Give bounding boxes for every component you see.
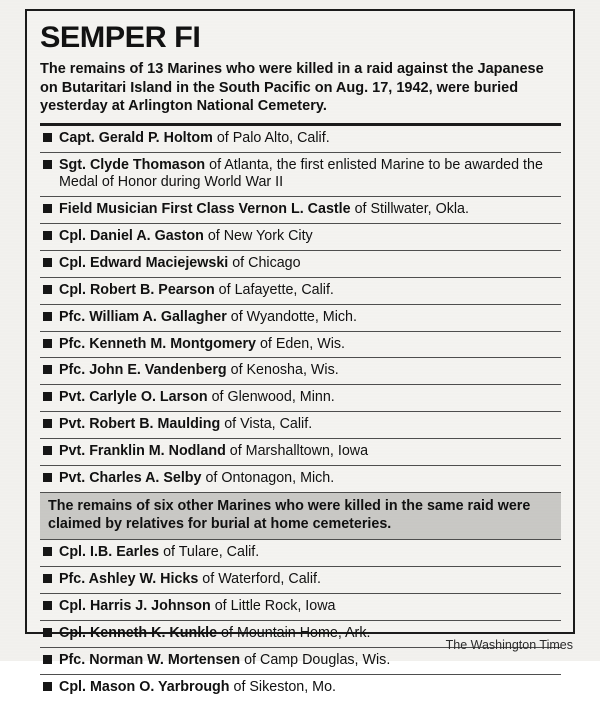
list-item	[40, 567, 561, 594]
list-item-name: Pvt. Franklin M. Nodland	[59, 442, 226, 459]
list-item-text	[59, 336, 345, 354]
list-item-name: Pfc. Ashley W. Hicks	[59, 571, 199, 588]
list-item	[40, 540, 561, 567]
list-item	[40, 305, 561, 332]
square-bullet-icon	[43, 682, 52, 691]
list-item-text	[59, 544, 259, 562]
list-item-name: Cpl. I.B. Earles	[59, 544, 160, 561]
list-item-name: Pvt. Robert B. Maulding	[59, 416, 221, 433]
casualty-list-secondary	[40, 540, 561, 700]
list-item-detail: of Sikeston, Mo.	[229, 678, 337, 695]
list-item	[40, 466, 561, 492]
list-item-name: Cpl. Edward Maciejewski	[59, 254, 229, 271]
list-item-name: Pvt. Charles A. Selby	[59, 469, 202, 486]
list-item-text	[59, 571, 321, 589]
list-item-text	[59, 598, 336, 616]
list-item-detail: of Little Rock, Iowa	[210, 598, 336, 615]
list-item-detail: of Camp Douglas, Wis.	[240, 651, 391, 668]
list-item-text	[59, 282, 334, 300]
list-item-name: Cpl. Kenneth K. Kunkle	[59, 624, 218, 641]
list-item-detail: of Marshalltown, Iowa	[225, 442, 369, 459]
square-bullet-icon	[43, 312, 52, 321]
square-bullet-icon	[43, 133, 52, 142]
list-item-name: Sgt. Clyde Thomason	[59, 156, 206, 173]
square-bullet-icon	[43, 285, 52, 294]
list-item-name: Cpl. Robert B. Pearson	[59, 281, 215, 298]
list-item-text	[59, 470, 334, 488]
list-item-text	[59, 679, 336, 697]
list-item-name: Cpl. Mason O. Yarbrough	[59, 678, 230, 695]
article-deck: The remains of 13 Marines who were killed in a raid against the Japanese on Butaritari Island in the South Pacific on Aug. 17, 1942, were buried yesterday at Arlington National Cemetery.	[40, 61, 544, 115]
casualty-list-primary	[40, 126, 561, 492]
list-item	[40, 332, 561, 359]
list-item-text	[59, 130, 330, 148]
list-item-detail: of Lafayette, Calif.	[214, 281, 334, 298]
list-item	[40, 126, 561, 153]
list-item-name: Cpl. Harris J. Johnson	[59, 598, 211, 615]
source-credit: The Washington Times	[445, 638, 573, 652]
list-item	[40, 439, 561, 466]
list-item-name: Capt. Gerald P. Holtom	[59, 129, 213, 146]
list-item	[40, 358, 561, 385]
list-item	[40, 594, 561, 621]
square-bullet-icon	[43, 655, 52, 664]
list-item-detail: of Waterford, Calif.	[198, 571, 321, 588]
square-bullet-icon	[43, 601, 52, 610]
list-item-detail: of Ontonagon, Mich.	[201, 469, 335, 486]
list-item-detail: of Vista, Calif.	[220, 416, 313, 433]
list-item-detail: of Kenosha, Wis.	[226, 362, 339, 379]
list-item-text	[59, 389, 335, 407]
square-bullet-icon	[43, 258, 52, 267]
list-item-text	[59, 228, 313, 246]
list-item-detail: of Atlanta, the first enlisted Marine to be awarded the Medal of Honor during World War II	[59, 156, 543, 191]
square-bullet-icon	[43, 547, 52, 556]
list-item-text	[59, 362, 339, 380]
list-item-detail: of Chicago	[228, 254, 301, 271]
square-bullet-icon	[43, 574, 52, 583]
list-item-text	[59, 443, 368, 461]
square-bullet-icon	[43, 628, 52, 637]
list-item-name: Pfc. John E. Vandenberg	[59, 362, 227, 379]
list-item-detail: of Palo Alto, Calif.	[212, 129, 330, 146]
list-item-detail: of Wyandotte, Mich.	[226, 308, 357, 325]
list-item-text	[59, 157, 561, 193]
list-item	[40, 153, 561, 198]
square-bullet-icon	[43, 204, 52, 213]
square-bullet-icon	[43, 160, 52, 169]
list-item-name: Field Musician First Class Vernon L. Castle	[59, 201, 351, 218]
list-item-name: Pfc. Norman W. Mortensen	[59, 651, 241, 668]
square-bullet-icon	[43, 365, 52, 374]
list-item-text	[59, 416, 312, 434]
list-item-name: Pvt. Carlyle O. Larson	[59, 389, 208, 406]
list-item-text	[59, 201, 469, 219]
square-bullet-icon	[43, 392, 52, 401]
list-item-text	[59, 309, 357, 327]
square-bullet-icon	[43, 339, 52, 348]
note-block: The remains of six other Marines who were killed in the same raid were claimed by relatives for burial at home cemeteries.	[40, 492, 561, 541]
square-bullet-icon	[43, 231, 52, 240]
page-title: SEMPER FI	[40, 21, 201, 54]
list-item-text	[59, 625, 370, 643]
list-item	[40, 278, 561, 305]
list-item	[40, 251, 561, 278]
list-item-detail: of Tulare, Calif.	[159, 544, 260, 561]
list-item-name: Pfc. William A. Gallagher	[59, 308, 227, 325]
list-item	[40, 197, 561, 224]
list-item-detail: of Glenwood, Minn.	[207, 389, 335, 406]
square-bullet-icon	[43, 473, 52, 482]
list-item	[40, 675, 561, 701]
square-bullet-icon	[43, 446, 52, 455]
list-item	[40, 412, 561, 439]
square-bullet-icon	[43, 419, 52, 428]
list-item-text	[59, 255, 301, 273]
list-item-detail: of New York City	[203, 228, 313, 245]
list-item	[40, 224, 561, 251]
list-item-detail: of Mountain Home, Ark.	[217, 624, 371, 641]
list-item-detail: of Stillwater, Okla.	[350, 201, 469, 218]
list-item-name: Cpl. Daniel A. Gaston	[59, 228, 204, 245]
list-item-detail: of Eden, Wis.	[256, 335, 345, 352]
list-item-name: Pfc. Kenneth M. Montgomery	[59, 335, 256, 352]
list-item	[40, 385, 561, 412]
